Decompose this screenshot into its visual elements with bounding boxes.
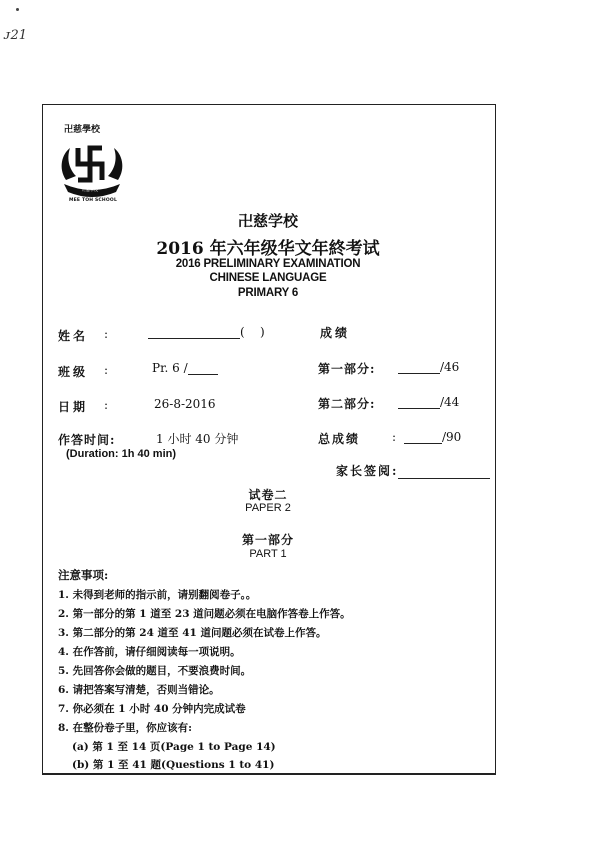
speck (16, 8, 19, 11)
part2-score[interactable]: /44 (398, 395, 459, 409)
class-blank[interactable] (188, 362, 218, 375)
total-label: 总成绩 (318, 432, 361, 446)
logo-caption: MEE TOH SCHOOL (68, 198, 118, 203)
parent-sign[interactable]: 家长签阅: (336, 462, 490, 479)
note-item: 7. 你必须在 1 小时 40 分钟内完成试卷 (58, 703, 246, 715)
note-item: 8. 在整份卷子里，你应该有: (58, 722, 192, 734)
class-label: 班级 (58, 365, 89, 379)
exam-title: 2016 年六年级华文年終考试 (156, 239, 380, 259)
name-label: 姓名 (58, 329, 89, 343)
part2-label: 第二部分: (318, 397, 376, 411)
subject: CHINESE LANGUAGE (209, 272, 327, 284)
name-field[interactable]: ( ) (148, 324, 265, 339)
exam-title-en: 2016 PRELIMINARY EXAMINATION (175, 258, 361, 270)
note-item: 6. 请把答案写清楚，否则当错论。 (58, 684, 220, 696)
class-field[interactable]: Pr. 6 / (152, 361, 218, 375)
time-value: 1 小时 40 分钟 (156, 432, 239, 446)
duration-en: (Duration: 1h 40 min) (66, 448, 177, 460)
note-subitem: (b) 第 1 至 41 题(Questions 1 to 41) (72, 759, 275, 771)
school-logo (56, 118, 126, 208)
colon: : (104, 398, 109, 412)
note-subitem: (a) 第 1 至 14 页(Page 1 to Page 14) (72, 741, 276, 753)
svg-text:卍慈學校: 卍慈學校 (82, 187, 98, 192)
score-label: 成绩 (320, 326, 351, 340)
colon: : (104, 327, 109, 341)
note-item: 5. 先回答你会做的题目，不要浪费时间。 (58, 665, 252, 677)
time-label: 作答时间: (58, 433, 116, 447)
colon: : (392, 430, 397, 444)
part-en: PART 1 (249, 548, 287, 560)
part1-label: 第一部分: (318, 362, 376, 376)
paper-cn: 试卷二 (248, 488, 288, 502)
paper-en: PAPER 2 (245, 502, 291, 514)
note-item: 1. 未得到老师的指示前，请别翻阅卷子。。 (58, 589, 257, 601)
note-item: 4. 在作答前，请仔细阅读每一项说明。 (58, 646, 241, 658)
total-blank[interactable] (404, 430, 442, 444)
svg-text:卍慈學校: 卍慈學校 (64, 125, 101, 135)
total-score[interactable]: /90 (404, 430, 461, 444)
date-value: 26-8-2016 (154, 397, 216, 411)
frame-bottom-rule (42, 773, 496, 775)
part1-blank[interactable] (398, 360, 440, 374)
note-item: 2. 第一部分的第 1 道至 23 道问题必须在电脑作答卷上作答。 (58, 608, 351, 620)
school-name: 卍慈学校 (237, 212, 298, 230)
part2-blank[interactable] (398, 395, 440, 409)
note-item: 3. 第二部分的第 24 道至 41 道问题必须在试卷上作答。 (58, 627, 327, 639)
notes-title: 注意事项: (58, 568, 109, 582)
level: PRIMARY 6 (237, 287, 299, 299)
handwritten-page-number: ᴊ21 (4, 28, 28, 43)
part1-score[interactable]: /46 (398, 360, 459, 374)
date-label: 日期 (58, 400, 89, 414)
name-blank[interactable] (148, 324, 240, 339)
colon: : (104, 363, 109, 377)
part-cn: 第一部分 (241, 533, 294, 547)
school-emblem-icon (56, 118, 128, 200)
parent-sign-blank[interactable] (398, 465, 490, 479)
